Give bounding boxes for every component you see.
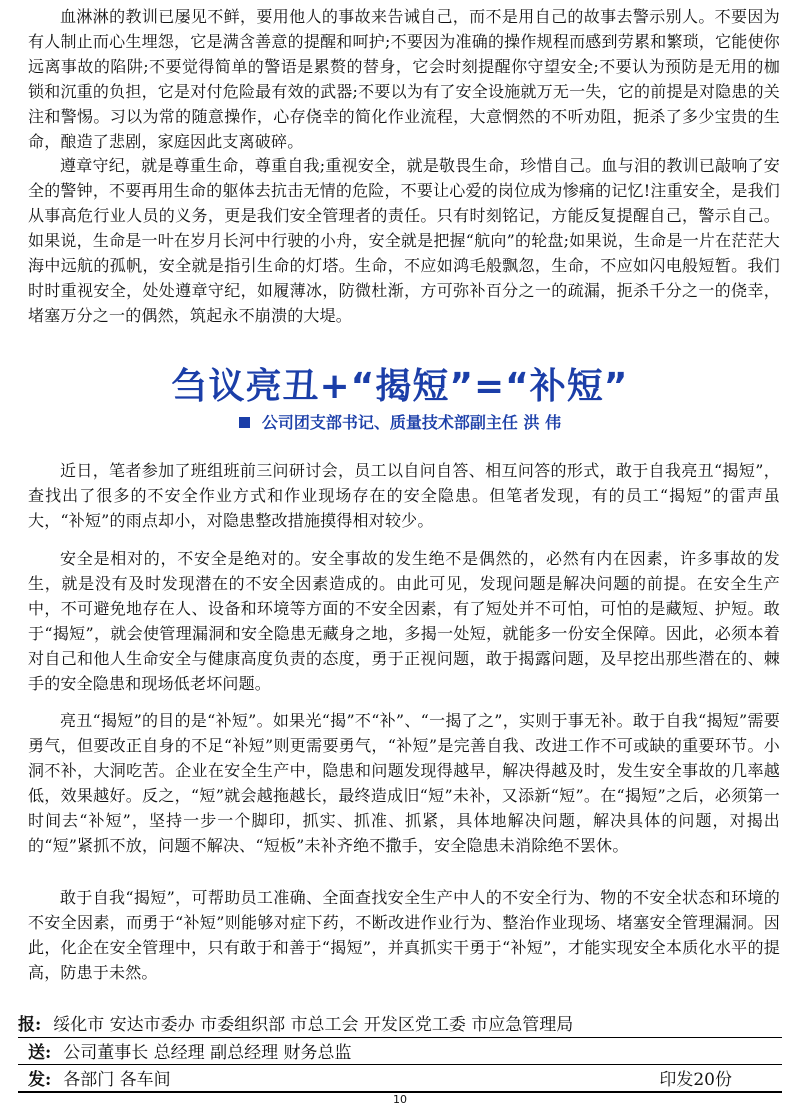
author-line	[0, 410, 800, 433]
report-label: 报:	[18, 1015, 42, 1035]
article2-paragraph-4: 敢于自我“揭短”，可帮助员工准确、全面查找安全生产中人的不安全行为、物的不安全状态和环境的不安全因素，而勇于“补短”则能够对症下药，不断改进作业行为、整治作业现场、堵塞安全管理漏洞。因此，化企在安全管理中，只有敢于和善于“揭短”，并真抓实干勇于“补短”，才能实现安全本质化水平的提高，防患于未然。	[28, 888, 780, 982]
author-text: 公司团支部书记、质量技术部副主任 洪 伟	[261, 413, 562, 432]
article1-paragraph-2: 遵章守纪，就是尊重生命，尊重自我;重视安全，就是敬畏生命，珍惜自己。血与泪的教训已敲响了安全的警钟，不要再用生命的躯体去抗击无情的危险，不要让心爱的岗位成为惨痛的记忆!注重安全，是我们从事高危行业人员的义务，更是我们安全管理者的责任。只有时刻铭记，方能反复提醒自己，警示自己。如果说，生命是一叶在岁月长河中行驶的小舟，安全就是把握“航向”的轮盘;如果说，生命是一片在茫茫大海中远航的孤帆，安全就是指引生命的灯塔。生命，不应如鸿毛般飘忽，生命，不应如闪电般短暂。我们时时重视安全，处处遵章守纪，如履薄冰，防微杜渐，方可弥补百分之一的疏漏，扼杀千分之一的侥幸，堵塞万分之一的偶然，筑起永不崩溃的大堤。	[28, 156, 780, 325]
distribution-footer	[18, 1010, 782, 1093]
copies-count: 印发20份	[659, 1070, 732, 1090]
article2-paragraph-3: 亮丑“揭短”的目的是“补短”。如果光“揭”不“补”、“一揭了之”，实则于事无补。敢于自我“揭短”需要勇气，但要改正自身的不足“补短”则更需要勇气，“补短”是完善自我、改进工作不可或缺的重要环节。小洞不补，大洞吃苦。企业在安全生产中，隐患和问题发现得越早，解决得越及时，发生安全事故的几率越低，效果越好。反之，“短”就会越拖越长，最终造成旧“短”未补，又添新“短”。在“揭短”之后，必须第一时间去“补短”，坚持一步一个脚印，抓实、抓准、抓紧，具体地解决问题，解决具体的问题，对揭出的“短”紧抓不放，问题不解决、“短板”未补齐绝不撒手，安全隐患未消除绝不罢休。	[28, 711, 780, 855]
send-to-text: 公司董事长 总经理 副总经理 财务总监	[63, 1043, 352, 1063]
issue-to-row	[18, 1065, 782, 1093]
article1-paragraph-1: 血淋淋的教训已屡见不鲜，要用他人的事故来告诫自己，而不是用自己的故事去警示别人。不要因为有人制止而心生埋怨，它是满含善意的提醒和呵护;不要因为准确的操作规程而感到劳累和繁琐，它能使你远离事故的陷阱;不要觉得简单的警语是累赘的替身，它会时刻提醒你守望安全;不要认为预防是无用的枷锁和沉重的负担，它是对付危险最有效的武器;不要以为有了安全设施就万无一失，它的前提是对隐患的关注和警惕。习以为常的随意操作，心存侥幸的简化作业流程，大意惘然的不听劝阻，扼杀了多少宝贵的生命，酿造了悲剧，家庭因此支离破碎。	[28, 7, 780, 151]
issue-label: 发:	[28, 1070, 52, 1090]
article-title: 刍议亮丑+“揭短”=“补短”	[171, 366, 629, 407]
send-label: 送:	[28, 1043, 52, 1063]
report-to-text: 绥化市 安达市委办 市委组织部 市总工会 开发区党工委 市应急管理局	[53, 1015, 574, 1035]
page-number: 10	[393, 1093, 407, 1106]
square-bullet-icon	[239, 417, 250, 428]
send-to-row	[18, 1038, 782, 1065]
issue-to-text: 各部门 各车间	[63, 1070, 171, 1090]
article2-paragraph-2: 安全是相对的，不安全是绝对的。安全事故的发生绝不是偶然的，必然有内在因素，许多事故的发生，就是没有及时发现潜在的不安全因素造成的。由此可见，发现问题是解决问题的前提。在安全生产中，不可避免地存在人、设备和环境等方面的不安全因素，有了短处并不可怕，可怕的是藏短、护短。敢于“揭短”，就会使管理漏洞和安全隐患无藏身之地，多揭一处短，就能多一份安全保障。因此，必须本着对自己和他人生命安全与健康高度负责的态度，勇于正视问题，敢于揭露问题，及早挖出那些潜在的、棘手的安全隐患和现场低老坏问题。	[28, 549, 780, 693]
report-to-row	[18, 1010, 782, 1038]
article2-paragraph-1: 近日，笔者参加了班组班前三问研讨会，员工以自问自答、相互问答的形式，敢于自我亮丑“揭短”，查找出了很多的不安全作业方式和作业现场存在的安全隐患。但笔者发现，有的员工“揭短”的雷声虽大，“补短”的雨点却小，对隐患整改措施摸得相对较少。	[28, 461, 780, 530]
